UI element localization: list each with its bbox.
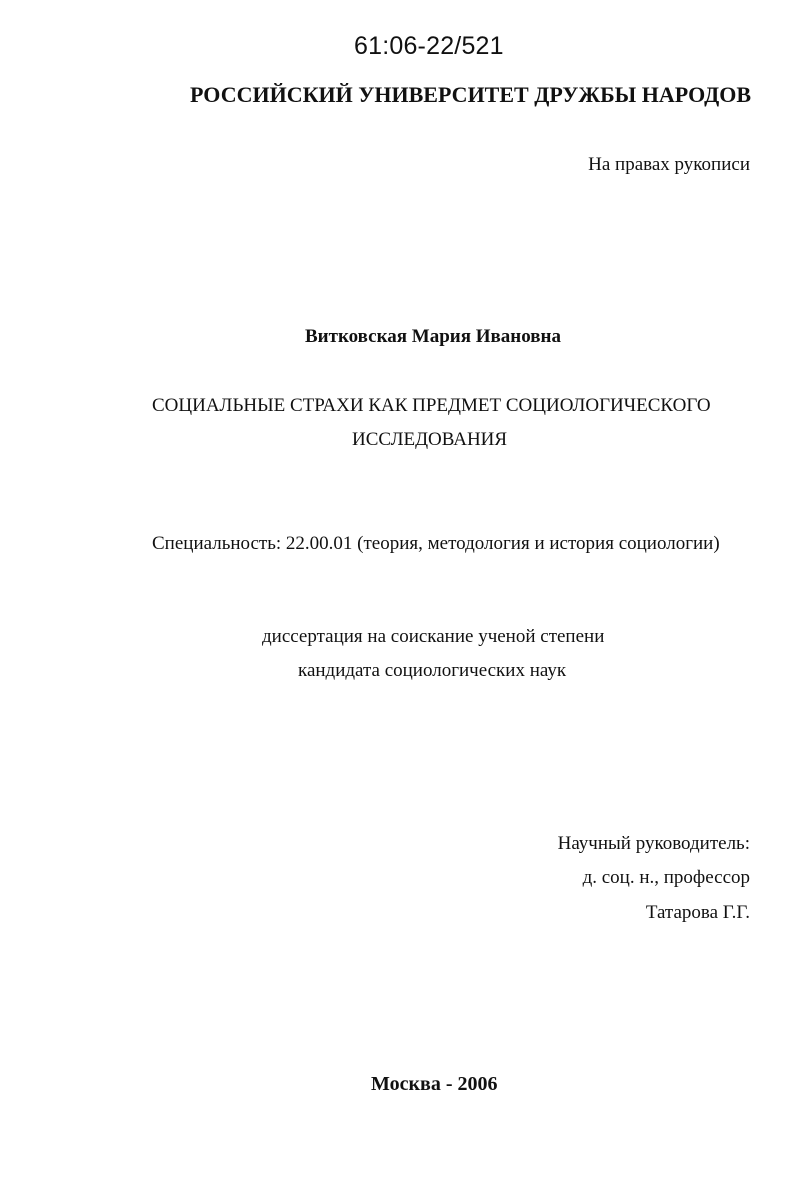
university-name: РОССИЙСКИЙ УНИВЕРСИТЕТ ДРУЖБЫ НАРОДОВ xyxy=(190,82,752,107)
dissertation-title-line-1: СОЦИАЛЬНЫЕ СТРАХИ КАК ПРЕДМЕТ СОЦИОЛОГИЧЕСКОГО xyxy=(152,395,711,416)
degree-statement-line-1: диссертация на соискание ученой степени xyxy=(262,626,605,647)
degree-statement-line-2: кандидата социологических наук xyxy=(298,660,567,681)
dissertation-title-line-2: ИССЛЕДОВАНИЯ xyxy=(352,429,508,450)
supervisor-label: Научный руководитель: xyxy=(557,833,750,854)
author-name: Витковская Мария Ивановна xyxy=(305,326,561,347)
catalog-code: 61:06-22/521 xyxy=(354,32,504,60)
supervisor-degree: д. соц. н., профессор xyxy=(582,867,750,888)
city-year: Москва - 2006 xyxy=(371,1073,498,1095)
supervisor-name: Татарова Г.Г. xyxy=(645,902,750,923)
specialty: Специальность: 22.00.01 (теория, методология и история социологии) xyxy=(152,533,720,554)
rights-notice: На правах рукописи xyxy=(588,154,750,175)
